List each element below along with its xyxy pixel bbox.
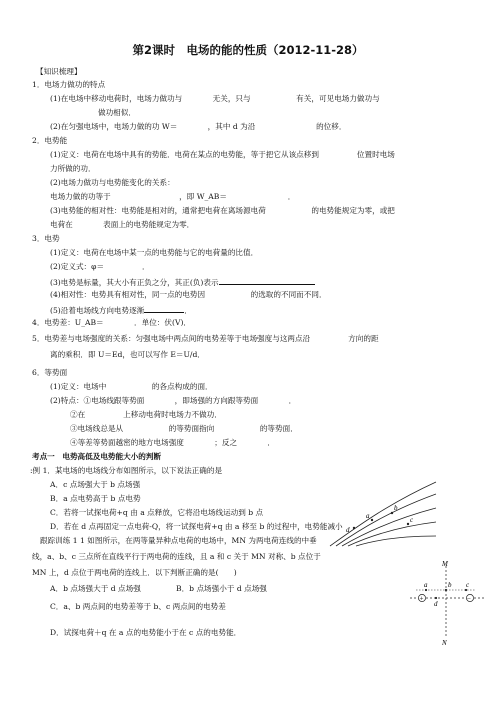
heading-4: 4．电势差：U_AB＝ ．单位：伏(V)．	[32, 318, 191, 327]
text-line: (3)电势是标量，其大小有正负之分，其正(负)表示	[50, 276, 315, 288]
text-line: (2)在匀强电场中，电场力做的功 W＝ ，其中 d 为沿 的位移．	[50, 122, 347, 131]
fig2-label-d: d	[434, 600, 438, 608]
fig1-label-a: a	[366, 512, 370, 520]
text-line: 力所做的功．	[50, 164, 96, 173]
option-d: D．若在 d 点再固定一点电荷-Q，将一试探电荷+q 由 a 移至 b 的过程中，电势能减小	[50, 522, 343, 531]
text-line: 电荷在 表面上的电势能规定为零．	[50, 220, 195, 229]
heading-1: 1．电场力做功的特点	[32, 80, 106, 89]
fig1-label-b: b	[394, 504, 398, 512]
text-line: 做功相似．	[98, 108, 136, 117]
ex-option-d: D．试探电荷＋q 在 a 点的电势能小于在 c 点的电势能．	[50, 628, 242, 637]
option-c: C．若将一试探电荷+q 由 a 点释放，它将沿电场线运动到 b 点	[50, 508, 264, 517]
text-line: ②在 上移动电荷时电场力不做功．	[70, 410, 222, 419]
ex-option-b: B．b 点场强小于 d 点场强	[176, 584, 267, 593]
fig2-label-N: N	[442, 639, 447, 646]
fig2-label-b: b	[448, 581, 452, 589]
text-line: 离的乘积．即 U＝Ed，也可以写作 E＝U/d．	[50, 350, 205, 359]
field-lines-figure	[328, 476, 440, 548]
example-stem: :例 1．某电场的电场线分布如图所示，以下说法正确的是	[30, 466, 223, 475]
text-line: (2)定义式：φ＝ ．	[50, 262, 150, 271]
charges-figure	[404, 560, 490, 646]
fig1-label-c: c	[410, 516, 414, 524]
ex-option-c: C．a、b 两点间的电势差等于 b、c 两点间的电势差	[50, 602, 226, 611]
fig2-label-c: c	[466, 581, 470, 589]
section-knowledge: 【知识梳理】	[36, 67, 82, 76]
text-line: (1)定义：电场中 的各点构成的面．	[50, 382, 213, 391]
plus-charge-label: +	[419, 594, 424, 603]
text-line: (1)定义：电荷在电场中具有的势能．电荷在某点的电势能，等于把它从该点移到 位置时电场	[50, 150, 395, 159]
heading-5: 5．电势差与电场强度的关系：匀强电场中两点间的电势差等于电场强度与这两点沿 方向的距	[32, 334, 379, 343]
heading-3: 3．电势	[32, 234, 60, 243]
text-line: (1)定义：电荷在电场中某一点的电势能与它的电荷量的比值．	[50, 248, 259, 257]
text-line: (2)特点：①电场线跟等势面 ，即场强的方向跟等势面 ．	[50, 396, 297, 405]
page-title: 第2课时 电场的能的性质（2012-11-28）	[132, 43, 364, 57]
exercise-text: 线，a、b、c 三点所在直线平行于两电荷的连线，且 a 和 c 关于 MN 对称、b 点位于	[32, 552, 321, 561]
topic-heading: 考点一 电势高低及电势能大小的判断	[32, 452, 162, 461]
option-a: A．c 点场强大于 b 点场强	[50, 480, 141, 489]
text-line: (4)相对性：电势具有相对性，同一点的电势因 的选取的不同而不同．	[50, 290, 327, 299]
fig2-label-M: M	[442, 560, 448, 568]
minus-charge-label: −	[467, 594, 471, 603]
fig1-label-d: d	[346, 526, 350, 534]
text-line: (1)在电场中移动电荷时，电场力做功与 无关，只与 有关，可见电场力做功与	[50, 94, 380, 103]
heading-2: 2．电势能	[32, 136, 68, 145]
heading-6: 6．等势面	[32, 368, 68, 377]
fig2-label-a: a	[424, 581, 428, 589]
text-line: 电场力做的功等于 ，即 W_AB＝ ．	[50, 192, 296, 201]
text-line: (5)沿着电场线方向电势逐渐 ．	[50, 306, 192, 315]
text-line: (2)电场力做功与电势能变化的关系：	[50, 178, 175, 187]
exercise-stem: 跟踪训练 1 1 如图所示，在两等量异种点电荷的电场中，MN 为两电荷连线的中垂	[40, 536, 317, 545]
text-line: (3)电势能的相对性：电势能是相对的，通常把电荷在离场源电荷 的电势能规定为零，或把	[50, 206, 395, 215]
exercise-text: MN 上，d 点位于两电荷的连线上．以下判断正确的是( )	[32, 568, 237, 577]
text-line: ④等差等势面越密的地方电场强度 ；反之 ．	[70, 438, 276, 447]
text-line: ③电场线总是从 的等势面指向 的等势面．	[70, 424, 298, 433]
ex-option-a: A．b 点场强大于 d 点场强	[50, 584, 141, 593]
option-b: B．a 点电势高于 b 点电势	[50, 494, 141, 503]
